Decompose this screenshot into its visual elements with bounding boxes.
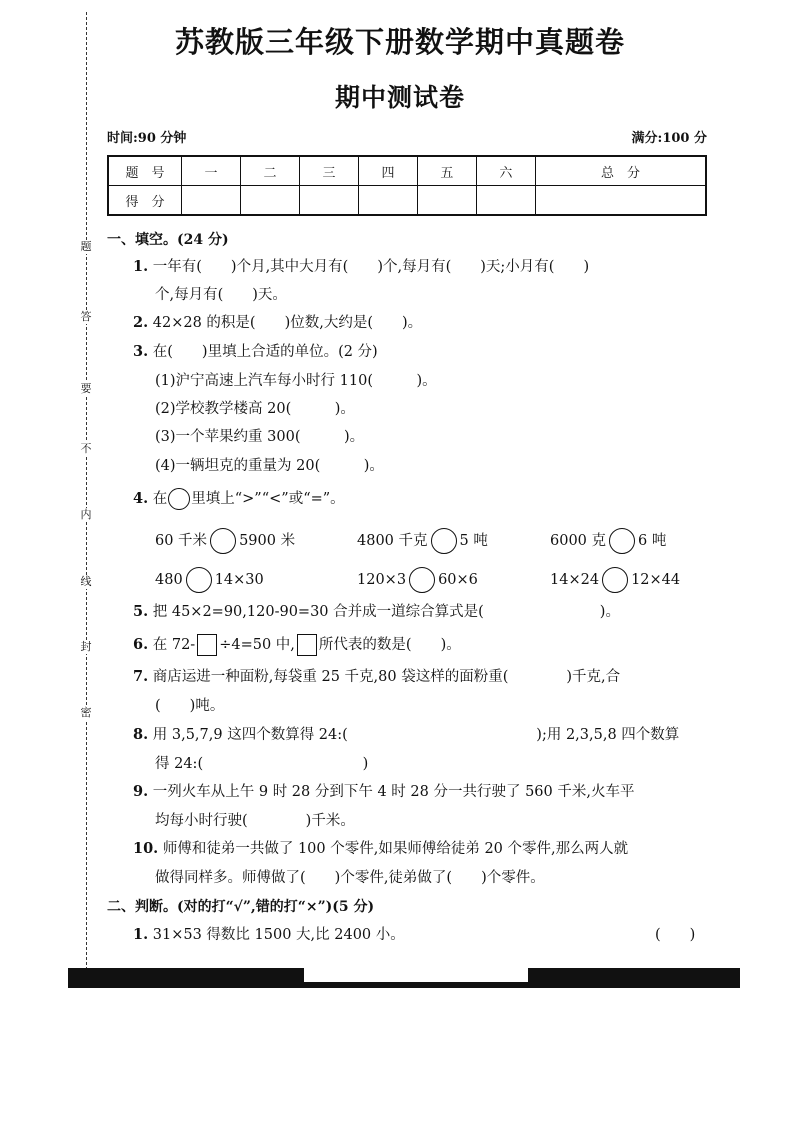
question-text: 31×53 得数比 1500 大,比 2400 小。 — [152, 927, 405, 943]
question-number: 7. — [133, 668, 149, 685]
question-3-sub-1: (1)沪宁高速上汽车每小时行 110( )。 — [155, 373, 437, 389]
question-4 — [133, 488, 345, 510]
table-header-cell: 四 — [358, 156, 417, 186]
comparison-left: 480 — [155, 572, 183, 588]
question-5 — [133, 603, 620, 621]
binding-char: 封 — [78, 640, 94, 654]
score-cell[interactable] — [182, 186, 241, 216]
table-header-cell: 一 — [182, 156, 241, 186]
answer-circle[interactable] — [431, 528, 457, 554]
page-subtitle: 期中测试卷 — [334, 83, 465, 112]
score-cell[interactable] — [240, 186, 299, 216]
blank-square[interactable] — [197, 634, 217, 656]
table-row-label: 得 分 — [108, 186, 182, 216]
comparison-item — [155, 528, 295, 554]
question-10-line-2: 做得同样多。师傅做了( )个零件,徒弟做了( )个零件。 — [155, 870, 545, 886]
comparison-item — [357, 567, 478, 593]
comparison-right: 5 吨 — [459, 533, 488, 549]
binding-char: 线 — [78, 575, 94, 589]
binding-char: 内 — [78, 508, 94, 522]
comparison-item — [357, 528, 488, 554]
question-text: 42×28 的积是( )位数,大约是( )。 — [152, 315, 423, 331]
binding-char: 不 — [78, 442, 94, 456]
question-text-suffix: 里填上“>”“<”或“=”。 — [191, 491, 345, 507]
question-number: 2. — [133, 314, 149, 331]
score-table-score-row — [108, 186, 706, 216]
comparison-item — [155, 567, 264, 593]
question-6 — [133, 634, 461, 656]
question-text: 把 45×2=90,120-90=30 合并成一道综合算式是( )。 — [152, 604, 620, 620]
question-text: 用 3,5,7,9 这四个数算得 24:( );用 2,3,5,8 四个数算 — [152, 727, 680, 743]
question-text: 一年有( )个月,其中大月有( )个,每月有( )天;小月有( ) — [152, 259, 590, 275]
question-1 — [133, 258, 589, 276]
question-7 — [133, 668, 620, 686]
score-table-header-row — [108, 156, 706, 186]
question-9 — [133, 783, 634, 801]
question-text-middle: ÷4=50 中, — [219, 637, 295, 653]
question-text: 一列火车从上午 9 时 28 分到下午 4 时 28 分一共行驶了 560 千米,火车平 — [152, 784, 635, 800]
question-number: 9. — [133, 783, 149, 800]
table-header-cell: 二 — [240, 156, 299, 186]
question-number: 6. — [133, 636, 149, 653]
binding-char: 答 — [78, 310, 94, 324]
answer-circle[interactable] — [186, 567, 212, 593]
question-3-sub-4: (4)一辆坦克的重量为 20( )。 — [155, 458, 384, 474]
binding-char: 题 — [78, 240, 94, 254]
bar-segment-left — [68, 968, 304, 988]
answer-circle[interactable] — [609, 528, 635, 554]
question-3 — [133, 343, 378, 361]
question-text-prefix: 在 72- — [152, 637, 196, 653]
section-2-heading: 二、判断。(对的打“√”,错的打“×”)(5 分) — [107, 899, 375, 915]
question-text-prefix: 在 — [152, 491, 168, 507]
comparison-left: 6000 克 — [550, 533, 607, 549]
comparison-left: 4800 千克 — [357, 533, 428, 549]
comparison-item — [550, 528, 666, 554]
question-3-sub-2: (2)学校教学楼高 20( )。 — [155, 401, 355, 417]
table-header-cell: 六 — [476, 156, 535, 186]
answer-circle[interactable] — [409, 567, 435, 593]
question-8 — [133, 726, 679, 744]
table-header-cell: 题 号 — [108, 156, 182, 186]
question-text-suffix: 所代表的数是( )。 — [318, 637, 461, 653]
binding-char: 密 — [78, 706, 94, 720]
page-title: 苏教版三年级下册数学期中真题卷 — [174, 25, 625, 59]
question-number: 3. — [133, 343, 149, 360]
page-bottom-bar — [68, 968, 740, 988]
bar-segment-right — [528, 968, 740, 988]
question-number: 8. — [133, 726, 149, 743]
comparison-circle-icon — [168, 488, 190, 510]
question-1-line-2: 个,每月有( )天。 — [155, 287, 287, 303]
score-cell[interactable] — [417, 186, 476, 216]
comparison-right: 60×6 — [438, 572, 478, 588]
comparison-left: 60 千米 — [155, 533, 208, 549]
question-number: 5. — [133, 603, 149, 620]
comparison-right: 6 吨 — [638, 533, 667, 549]
score-cell[interactable] — [476, 186, 535, 216]
question-number: 1. — [133, 926, 149, 943]
question-8-line-2: 得 24:( ) — [155, 756, 369, 772]
score-table — [107, 155, 707, 216]
section-1-heading: 一、填空。(24 分) — [107, 232, 229, 248]
blank-square-icon — [297, 634, 317, 656]
answer-bracket[interactable]: ( ) — [655, 927, 696, 943]
question-text: 师傅和徒弟一共做了 100 个零件,如果师傅给徒弟 20 个零件,那么两人就 — [162, 841, 629, 857]
time-label: 时间:90 分钟 — [107, 131, 187, 146]
question-7-line-2: ( )吨。 — [155, 698, 225, 714]
question-text: 在( )里填上合适的单位。(2 分) — [152, 344, 378, 360]
question-text: 商店运进一种面粉,每袋重 25 千克,80 袋这样的面粉重( )千克,合 — [152, 669, 621, 685]
score-cell[interactable] — [535, 186, 706, 216]
comparison-right: 14×30 — [214, 572, 264, 588]
question-number: 1. — [133, 258, 149, 275]
comparison-right: 12×44 — [631, 572, 681, 588]
bar-segment-middle — [304, 982, 528, 988]
table-header-cell: 五 — [417, 156, 476, 186]
question-3-sub-3: (3)一个苹果约重 300( )。 — [155, 429, 365, 445]
answer-circle[interactable] — [210, 528, 236, 554]
score-cell[interactable] — [358, 186, 417, 216]
comparison-right: 5900 米 — [239, 533, 296, 549]
binding-dashed-line — [86, 12, 87, 970]
question-number: 10. — [133, 840, 159, 857]
binding-char: 要 — [78, 382, 94, 396]
answer-circle[interactable] — [602, 567, 628, 593]
question-number: 4. — [133, 490, 149, 507]
table-header-cell: 三 — [299, 156, 358, 186]
question-10 — [133, 840, 628, 858]
comparison-item — [550, 567, 680, 593]
judge-question-1 — [133, 926, 405, 944]
comparison-left: 14×24 — [550, 572, 600, 588]
comparison-left: 120×3 — [357, 572, 407, 588]
full-score-label: 满分:100 分 — [631, 131, 707, 146]
question-9-line-2: 均每小时行驶( )千米。 — [155, 813, 355, 829]
question-2 — [133, 314, 422, 332]
score-cell[interactable] — [299, 186, 358, 216]
table-header-cell: 总 分 — [535, 156, 706, 186]
